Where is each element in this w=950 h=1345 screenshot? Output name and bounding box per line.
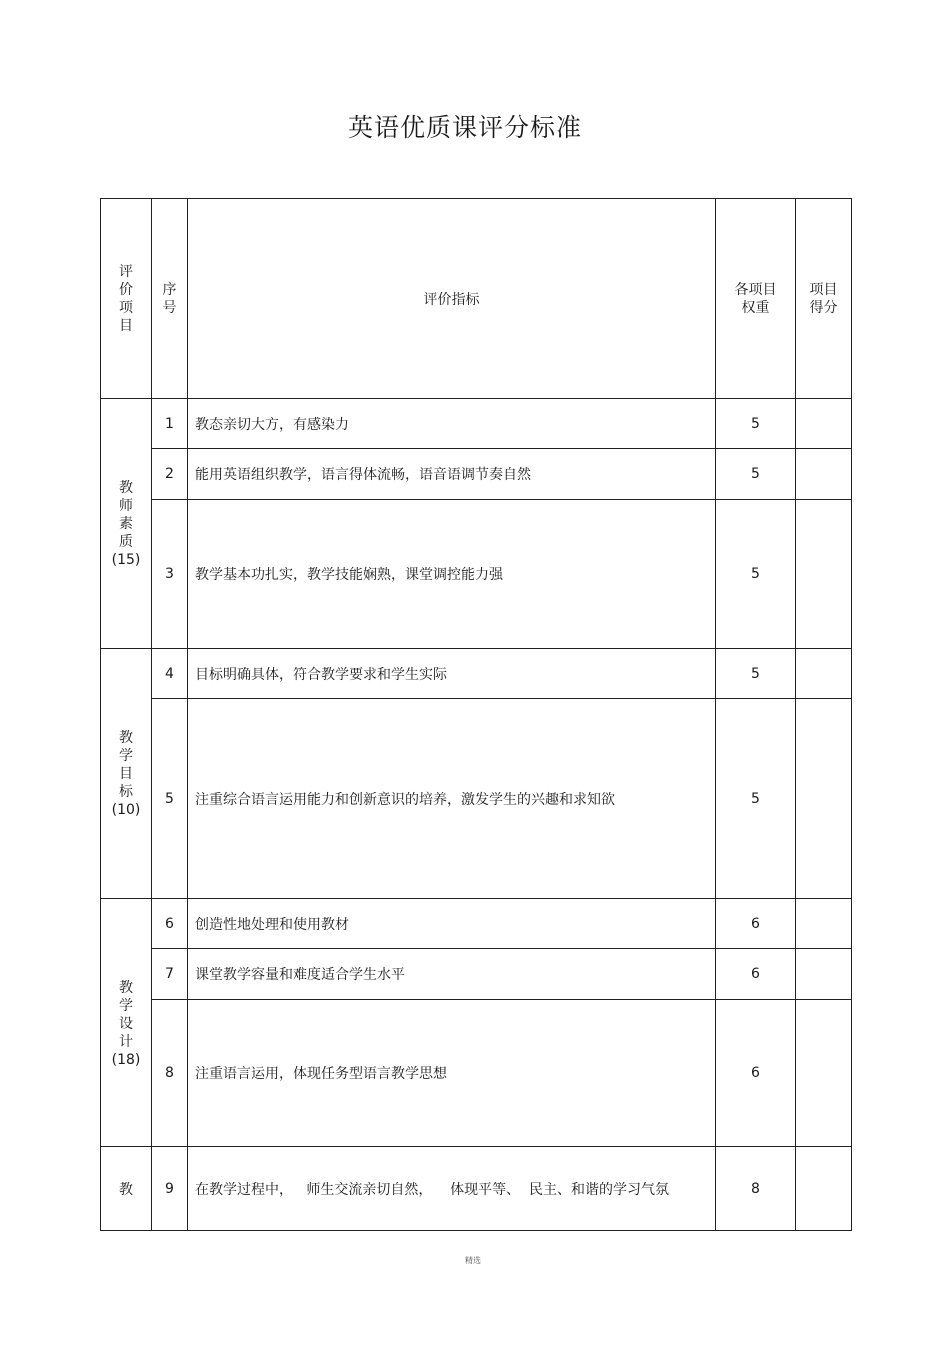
table-row: [101, 500, 852, 649]
row-number: 2: [152, 449, 188, 500]
category-teacher-quality: 教 师 素 质 (15): [101, 399, 152, 649]
row-criteria: 注重语言运用，体现任务型语言教学思想: [188, 1000, 716, 1147]
header-score: 项目 得分: [796, 199, 852, 399]
category-teaching-process: 教: [101, 1147, 152, 1231]
row-number: 5: [152, 699, 188, 899]
row-weight: 6: [716, 949, 796, 1000]
row-number: 8: [152, 1000, 188, 1147]
row-score-cell[interactable]: [796, 1147, 852, 1231]
row-number: 9: [152, 1147, 188, 1231]
table-row: [101, 1147, 852, 1231]
row-score-cell[interactable]: [796, 899, 852, 949]
row-weight: 8: [716, 1147, 796, 1231]
row-score-cell[interactable]: [796, 399, 852, 449]
row-number: 6: [152, 899, 188, 949]
row-number: 7: [152, 949, 188, 1000]
row-score-cell[interactable]: [796, 699, 852, 899]
table-row: [101, 899, 852, 949]
table-row: [101, 949, 852, 1000]
row-score-cell[interactable]: [796, 649, 852, 699]
row-number: 3: [152, 500, 188, 649]
page-title: 英语优质课评分标准: [347, 113, 582, 142]
row-weight: 5: [716, 500, 796, 649]
table-row: [101, 449, 852, 500]
row-score-cell[interactable]: [796, 449, 852, 500]
category-teaching-design: 教 学 设 计 (18): [101, 899, 152, 1147]
row-weight: 5: [716, 449, 796, 500]
row-criteria: 能用英语组织教学，语言得体流畅，语音语调节奏自然: [188, 449, 716, 500]
row-criteria: 注重综合语言运用能力和创新意识的培养，激发学生的兴趣和求知欲: [188, 699, 716, 899]
row-criteria: 教态亲切大方，有感染力: [188, 399, 716, 449]
row-criteria: 教学基本功扎实，教学技能娴熟，课堂调控能力强: [188, 500, 716, 649]
row-criteria: 在教学过程中， 师生交流亲切自然， 体现平等、 民主、和谐的学习气氛: [188, 1147, 716, 1231]
header-number: 序 号: [152, 199, 188, 399]
evaluation-table: [100, 198, 852, 1231]
row-score-cell[interactable]: [796, 949, 852, 1000]
row-number: 4: [152, 649, 188, 699]
row-criteria: 课堂教学容量和难度适合学生水平: [188, 949, 716, 1000]
table-row: [101, 699, 852, 899]
row-score-cell[interactable]: [796, 1000, 852, 1147]
header-row: [101, 199, 852, 399]
row-weight: 5: [716, 649, 796, 699]
row-criteria: 目标明确具体，符合教学要求和学生实际: [188, 649, 716, 699]
row-number: 1: [152, 399, 188, 449]
category-teaching-goals: 教 学 目 标 (10): [101, 649, 152, 899]
row-weight: 6: [716, 1000, 796, 1147]
table-row: [101, 649, 852, 699]
row-criteria: 创造性地处理和使用教材: [188, 899, 716, 949]
table-row: [101, 1000, 852, 1147]
table-row: [101, 399, 852, 449]
row-score-cell[interactable]: [796, 500, 852, 649]
row-weight: 5: [716, 399, 796, 449]
header-category: 评 价 项 目: [101, 199, 152, 399]
row-weight: 6: [716, 899, 796, 949]
header-criteria: 评价指标: [188, 199, 716, 399]
header-weight: 各项目 权重: [716, 199, 796, 399]
row-weight: 5: [716, 699, 796, 899]
page-footer: 精选: [465, 1256, 481, 1265]
